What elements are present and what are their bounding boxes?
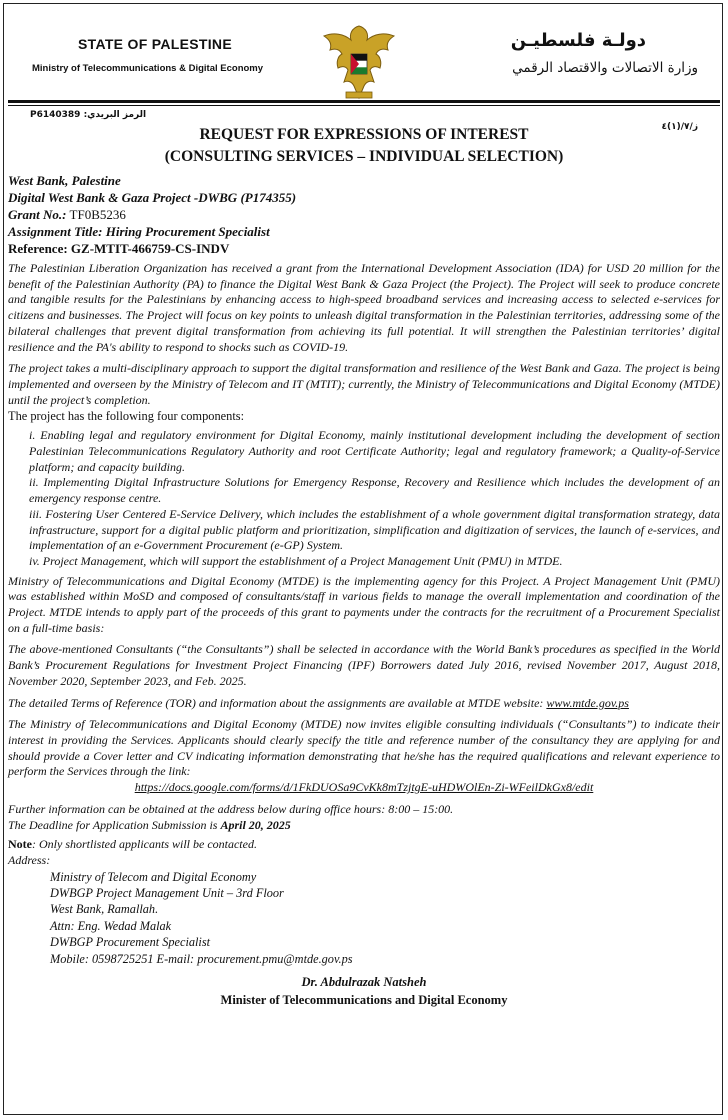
document-body — [8, 124, 720, 1009]
document-title — [8, 124, 720, 168]
grant-value: TF0B5236 — [66, 207, 126, 222]
eagle-emblem-icon — [318, 20, 400, 104]
component-3: iii. Fostering User Centered E-Service Delivery, which includes the establishment of a whole government digital transformation strategy, data infrastructure, support for a digital public platform and prioritization, simplification and digitization of services, the launch of e-services, and implementation of an e-Government Procurement (e-GP) System. — [29, 506, 720, 553]
header-en-title: STATE OF PALESTINE — [78, 36, 232, 52]
paragraph-selection: The above-mentioned Consultants (“the Consultants”) shall be selected in accordance with the World Bank’s procedures as specified in the World Bank’s Procurement Regulations for Investment Project Financing (IPF) Borrowers dated July 2016, revised November 2017, August 2018, November 2020, September 2023, and Feb. 2025. — [8, 642, 720, 688]
paragraph-grant: The Palestinian Liberation Organization has received a grant from the International Development Association (IDA) for USD 20 million for the benefit of the Palestinian Authority (PA) to finance the Digital West Bank & Gaza Project (the Project). The Project will seek to produce concrete and tangible results for the Palestinians by enhancing access to high-speed broadband services and increasing access to selected e-services for citizens and businesses. The Project will focus on key points to unleash digital transformation in the Palestinian territories, addressing some of the bilateral challenges that prevent digital transformation from achieving its full potential. It will strengthen the Palestinian territories’ digital resilience and the PA's ability to respond to shocks such as COVID-19. — [8, 261, 720, 354]
header-divider — [8, 100, 720, 103]
address-line: DWBGP Project Management Unit – 3rd Floor — [50, 886, 284, 901]
component-1: i. Enabling legal and regulatory environment for Digital Economy, mainly institutional development including the development of section Palestinian Telecommunications Regulatory Authority and root Certificate Authority; legal and regulatory framework; a Quality-of-Service platform; and capacity building. — [29, 428, 720, 474]
tor-text: The detailed Terms of Reference (TOR) and information about the assignments are available at MTDE website: — [8, 695, 547, 710]
header-en-subtitle: Ministry of Telecommunications & Digital Economy — [32, 63, 264, 74]
note-label: Note — [8, 837, 32, 852]
grant-label: Grant No.: — [8, 207, 67, 222]
paragraph-tor — [8, 696, 720, 712]
signatory-name: Dr. Abdulrazak Natsheh — [301, 975, 427, 990]
note-text: : Only shortlisted applicants will be contacted. — [32, 837, 257, 852]
meta-reference: Reference: GZ-MTIT-466759-CS-INDV — [8, 241, 230, 256]
component-2: ii. Implementing Digital Infrastructure Solutions for Emergency Response, Recovery and Resilience which includes the development of an emergency response centre. — [29, 475, 720, 506]
signature-block — [8, 973, 720, 1009]
header-ar-subtitle: وزارة الاتصالات والاقتصاد الرقمي — [512, 60, 698, 76]
component-4: iv. Project Management, which will support the establishment of a Project Management Unit (PMU) in MTDE. — [29, 553, 563, 568]
meta-grant — [8, 206, 720, 223]
further-info: Further information can be obtained at the address below during office hours: 8:00 – 15:00. — [8, 801, 454, 816]
title-line-2: (CONSULTING SERVICES – INDIVIDUAL SELECTION) — [164, 148, 564, 165]
components-intro: The project has the following four components: — [8, 409, 245, 424]
signatory-title: Minister of Telecommunications and Digital Economy — [220, 993, 508, 1008]
note — [8, 837, 720, 853]
address-block — [50, 869, 720, 967]
deadline — [8, 818, 720, 834]
website-link[interactable]: www.mtde.gov.ps — [546, 695, 629, 710]
address-line: Ministry of Telecom and Digital Economy — [50, 869, 257, 884]
meta-location: West Bank, Palestine — [8, 173, 121, 188]
application-form-link[interactable]: https://docs.google.com/forms/d/1FkDUOSa9CvKk8mTzjtgE-uHDWOlEn-Zi-WFeilDkGx8/edit — [134, 780, 594, 795]
project-meta — [8, 172, 720, 257]
paragraph-invitation: The Ministry of Telecommunications and Digital Economy (MTDE) now invites eligible consulting individuals (“Consultants”) to indicate their interest in providing the Services. Applicants should clearly specify the title and reference number of the consultancy they are applying for and should provide a Cover letter and CV indicating information demonstrating that he/she has the required qualifications and relevant experience to perform the Services through the link: — [8, 717, 720, 779]
address-label: Address: — [8, 852, 51, 867]
address-line: West Bank, Ramallah. — [50, 902, 159, 917]
title-line-1: REQUEST FOR EXPRESSIONS OF INTEREST — [199, 126, 529, 143]
meta-assignment: Assignment Title: Hiring Procurement Specialist — [8, 224, 270, 239]
letterhead — [0, 0, 728, 132]
paragraph-implementing-agency: Ministry of Telecommunications and Digital Economy (MTDE) is the implementing agency for this Project. A Project Management Unit (PMU) was established within MoSD and composed of consultants/staff in various fields to manage the overall implementation and coordination of the Project. MTDE intends to apply part of the proceeds of this grant to payments under the contracts for the recruitment of a Procurement Specialist on a full-time basis: — [8, 573, 720, 635]
paragraph-approach: The project takes a multi-disciplinary approach to support the digital transformation and resilience of the West Bank and Gaza. The project is being implemented and overseen by the Ministry of Telecom and IT (MTIT); currently, the Ministry of Telecommunications and Digital Economy (MTDE) until the project’s completion. — [8, 361, 720, 407]
postal-code: P6140389 :الرمز البريدي — [30, 110, 147, 120]
header-divider-thin — [8, 105, 720, 106]
header-ar-title: دولـة فلسطيـن — [510, 30, 646, 51]
meta-project: Digital West Bank & Gaza Project -DWBG (P174355) — [8, 190, 297, 205]
deadline-text: The Deadline for Application Submission is — [8, 817, 221, 832]
address-line-contact: Mobile: 0598725251 E-mail: procurement.pmu@mtde.gov.ps — [50, 951, 353, 966]
address-line: DWBGP Procurement Specialist — [50, 935, 211, 950]
deadline-date: April 20, 2025 — [220, 817, 291, 832]
address-line: Attn: Eng. Wedad Malak — [50, 918, 172, 933]
reference-number-arabic: ز/٧/(١)٤ — [661, 122, 698, 132]
